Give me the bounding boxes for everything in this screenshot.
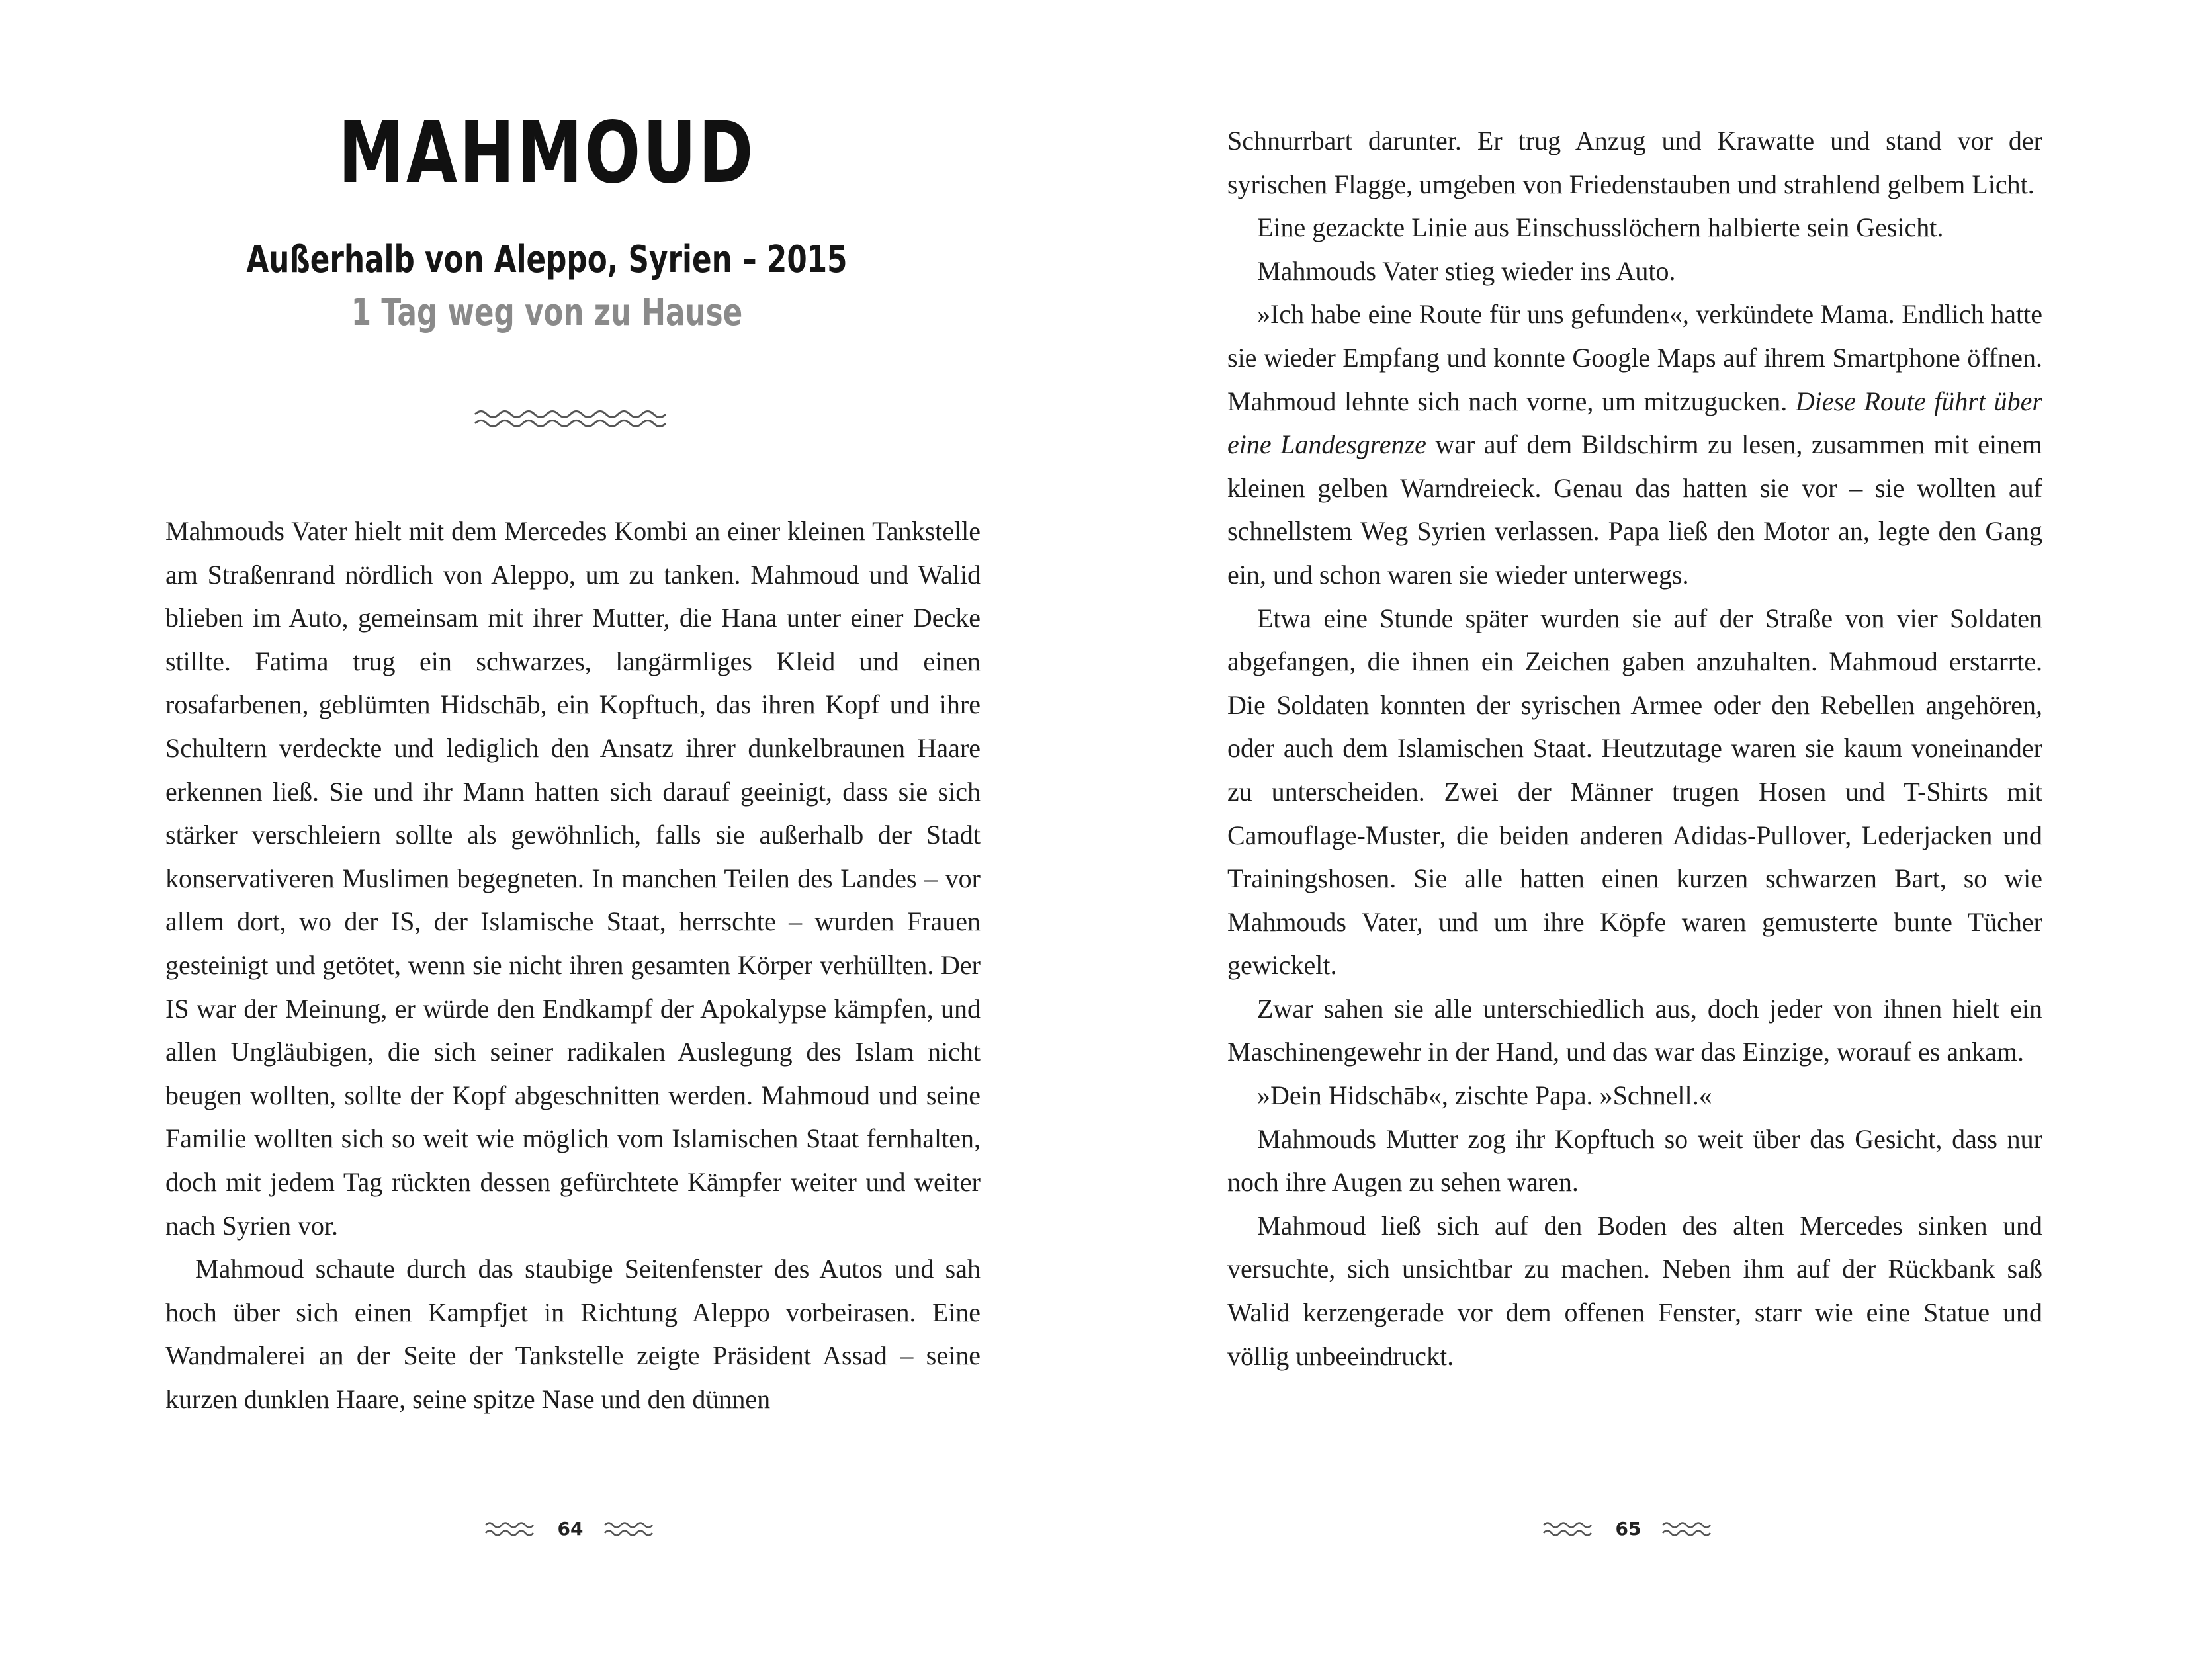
paragraph: Eine gezackte Linie aus Einschusslöchern halbierte sein Gesicht. (1257, 212, 1944, 243)
page-footer (1542, 1509, 1714, 1548)
chapter-days-from-home: 1 Tag weg von zu Hause (351, 291, 743, 334)
wave-ornament-icon (474, 405, 666, 431)
page-number: 64 (557, 1517, 584, 1540)
right-page-body (1227, 119, 2042, 1378)
chapter-location: Außerhalb von Aleppo, Syrien – 2015 (246, 238, 848, 281)
page-footer (484, 1509, 656, 1548)
paragraph: Mahmouds Mutter zog ihr Kopftuch so weit über das Gesicht, dass nur noch ihre Augen zu sehen waren. (1227, 1124, 2042, 1198)
wave-ornament-icon (484, 1517, 537, 1540)
paragraph: Zwar sahen sie alle unterschiedlich aus, doch jeder von ihnen hielt ein Maschinengewehr in der Hand, und das war das Einzige, worauf es ankam. (1227, 993, 2042, 1067)
paragraph: Mahmoud schaute durch das staubige Seitenfenster des Autos und sah hoch über sich einen Kampfjet in Richtung Aleppo vorbeirasen. Eine Wandmalerei an der Seite der Tankstelle zeigte Präsident Assad – seine kurzen dunklen Haare, seine spitze Nase und den dünnen (165, 1254, 981, 1414)
paragraph (1227, 292, 2042, 596)
paragraph: Mahmouds Vater stieg wieder ins Auto. (1257, 255, 1676, 286)
chapter-title: MAHMOUD (338, 104, 756, 202)
paragraph: »Dein Hidschāb«, zischte Papa. »Schnell.« (1257, 1081, 1712, 1111)
wave-ornament-icon (1542, 1517, 1595, 1540)
paragraph-text: »Ich habe eine Route für uns gefunden«, verkündete Mama. Endlich hatte sie wieder Empfang und konnte Google Maps auf ihrem Smartphone öffnen. Mahmoud lehnte sich nach vorne, um mitzugucken. (1227, 299, 2042, 416)
right-page (1094, 0, 2188, 1680)
left-page-body (165, 509, 981, 1421)
paragraph-text: war auf dem Bildschirm zu lesen, zusammen mit einem kleinen gelben Warndreieck. Genau das hatten sie vor – sie wollten auf schnellstem Weg Syrien verlassen. Papa ließ den Motor an, legte den Gang ein, und schon waren sie wieder unterwegs. (1227, 429, 2043, 590)
paragraph: Schnurrbart darunter. Er trug Anzug und Krawatte und stand vor der syrischen Flagge, umgeben von Friedenstauben und strahlend gelbem Licht. (1227, 126, 2042, 199)
screen-message-italic: Diese Route führt über eine Landesgrenze (1227, 386, 2042, 460)
paragraph: Etwa eine Stunde später wurden sie auf der Straße von vier Soldaten abgefangen, die ihnen ein Zeichen gaben anzuhalten. Mahmoud erstarrte. Die Soldaten konnten der syrischen Armee oder den Rebellen angehören, oder auch dem Islamischen Staat. Heutzutage waren sie kaum voneinander zu unterscheiden. Zwei der Männer trugen Hosen und T-Shirts mit Camouflage-Muster, die beiden anderen Adidas-Pullover, Lederjacken und Trainingshosen. Sie alle hatten einen kurzen schwarzen Bart, so wie Mahmouds Vater, und um ihre Köpfe waren gemusterte bunte Tücher gewickelt. (1227, 603, 2042, 981)
paragraph: Mahmouds Vater hielt mit dem Mercedes Kombi an einer kleinen Tankstelle am Straßenrand nördlich von Aleppo, um zu tanken. Mahmoud und Walid blieben im Auto, gemeinsam mit ihrer Mutter, die Hana unter einer Decke stillte. Fatima trug ein schwarzes, langärmliges Kleid und einen rosafarbenen, geblümten Hidschāb, ein Kopftuch, das ihren Kopf und ihre Schultern verdeckte und lediglich den Ansatz ihrer dunkelbraunen Haare erkennen ließ. Sie und ihr Mann hatten sich darauf geeinigt, dass sie sich stärker verschleiern sollte als gewöhnlich, falls sie außerhalb der Stadt konservativeren Muslimen begegneten. In manchen Teilen des Landes – vor allem dort, wo der IS, der Islamische Staat, herrschte – wurden Frauen gesteinigt und getötet, wenn sie nicht ihren gesamten Körper verhüllten. Der IS war der Meinung, er würde den Endkampf der Apokalypse kämpfen, und allen Ungläubigen, die sich seiner radikalen Auslegung des Islam nicht beugen wollten, sollte der Kopf abgeschnitten werden. Mahmoud und seine Familie wollten sich so weit wie möglich vom Islamischen Staat fernhalten, doch mit jedem Tag rückten dessen gefürchtete Kämpfer weiter und weiter nach Syrien vor. (165, 516, 981, 1241)
wave-ornament-icon (1661, 1517, 1714, 1540)
page-number: 65 (1615, 1517, 1641, 1540)
paragraph: Mahmoud ließ sich auf den Boden des alten Mercedes sinken und versuchte, sich unsichtbar zu machen. Neben ihm auf der Rückbank saß Walid kerzengerade vor dem offenen Fenster, starr wie eine Statue und völlig unbeeindruckt. (1227, 1210, 2042, 1371)
wave-ornament-icon (603, 1517, 656, 1540)
